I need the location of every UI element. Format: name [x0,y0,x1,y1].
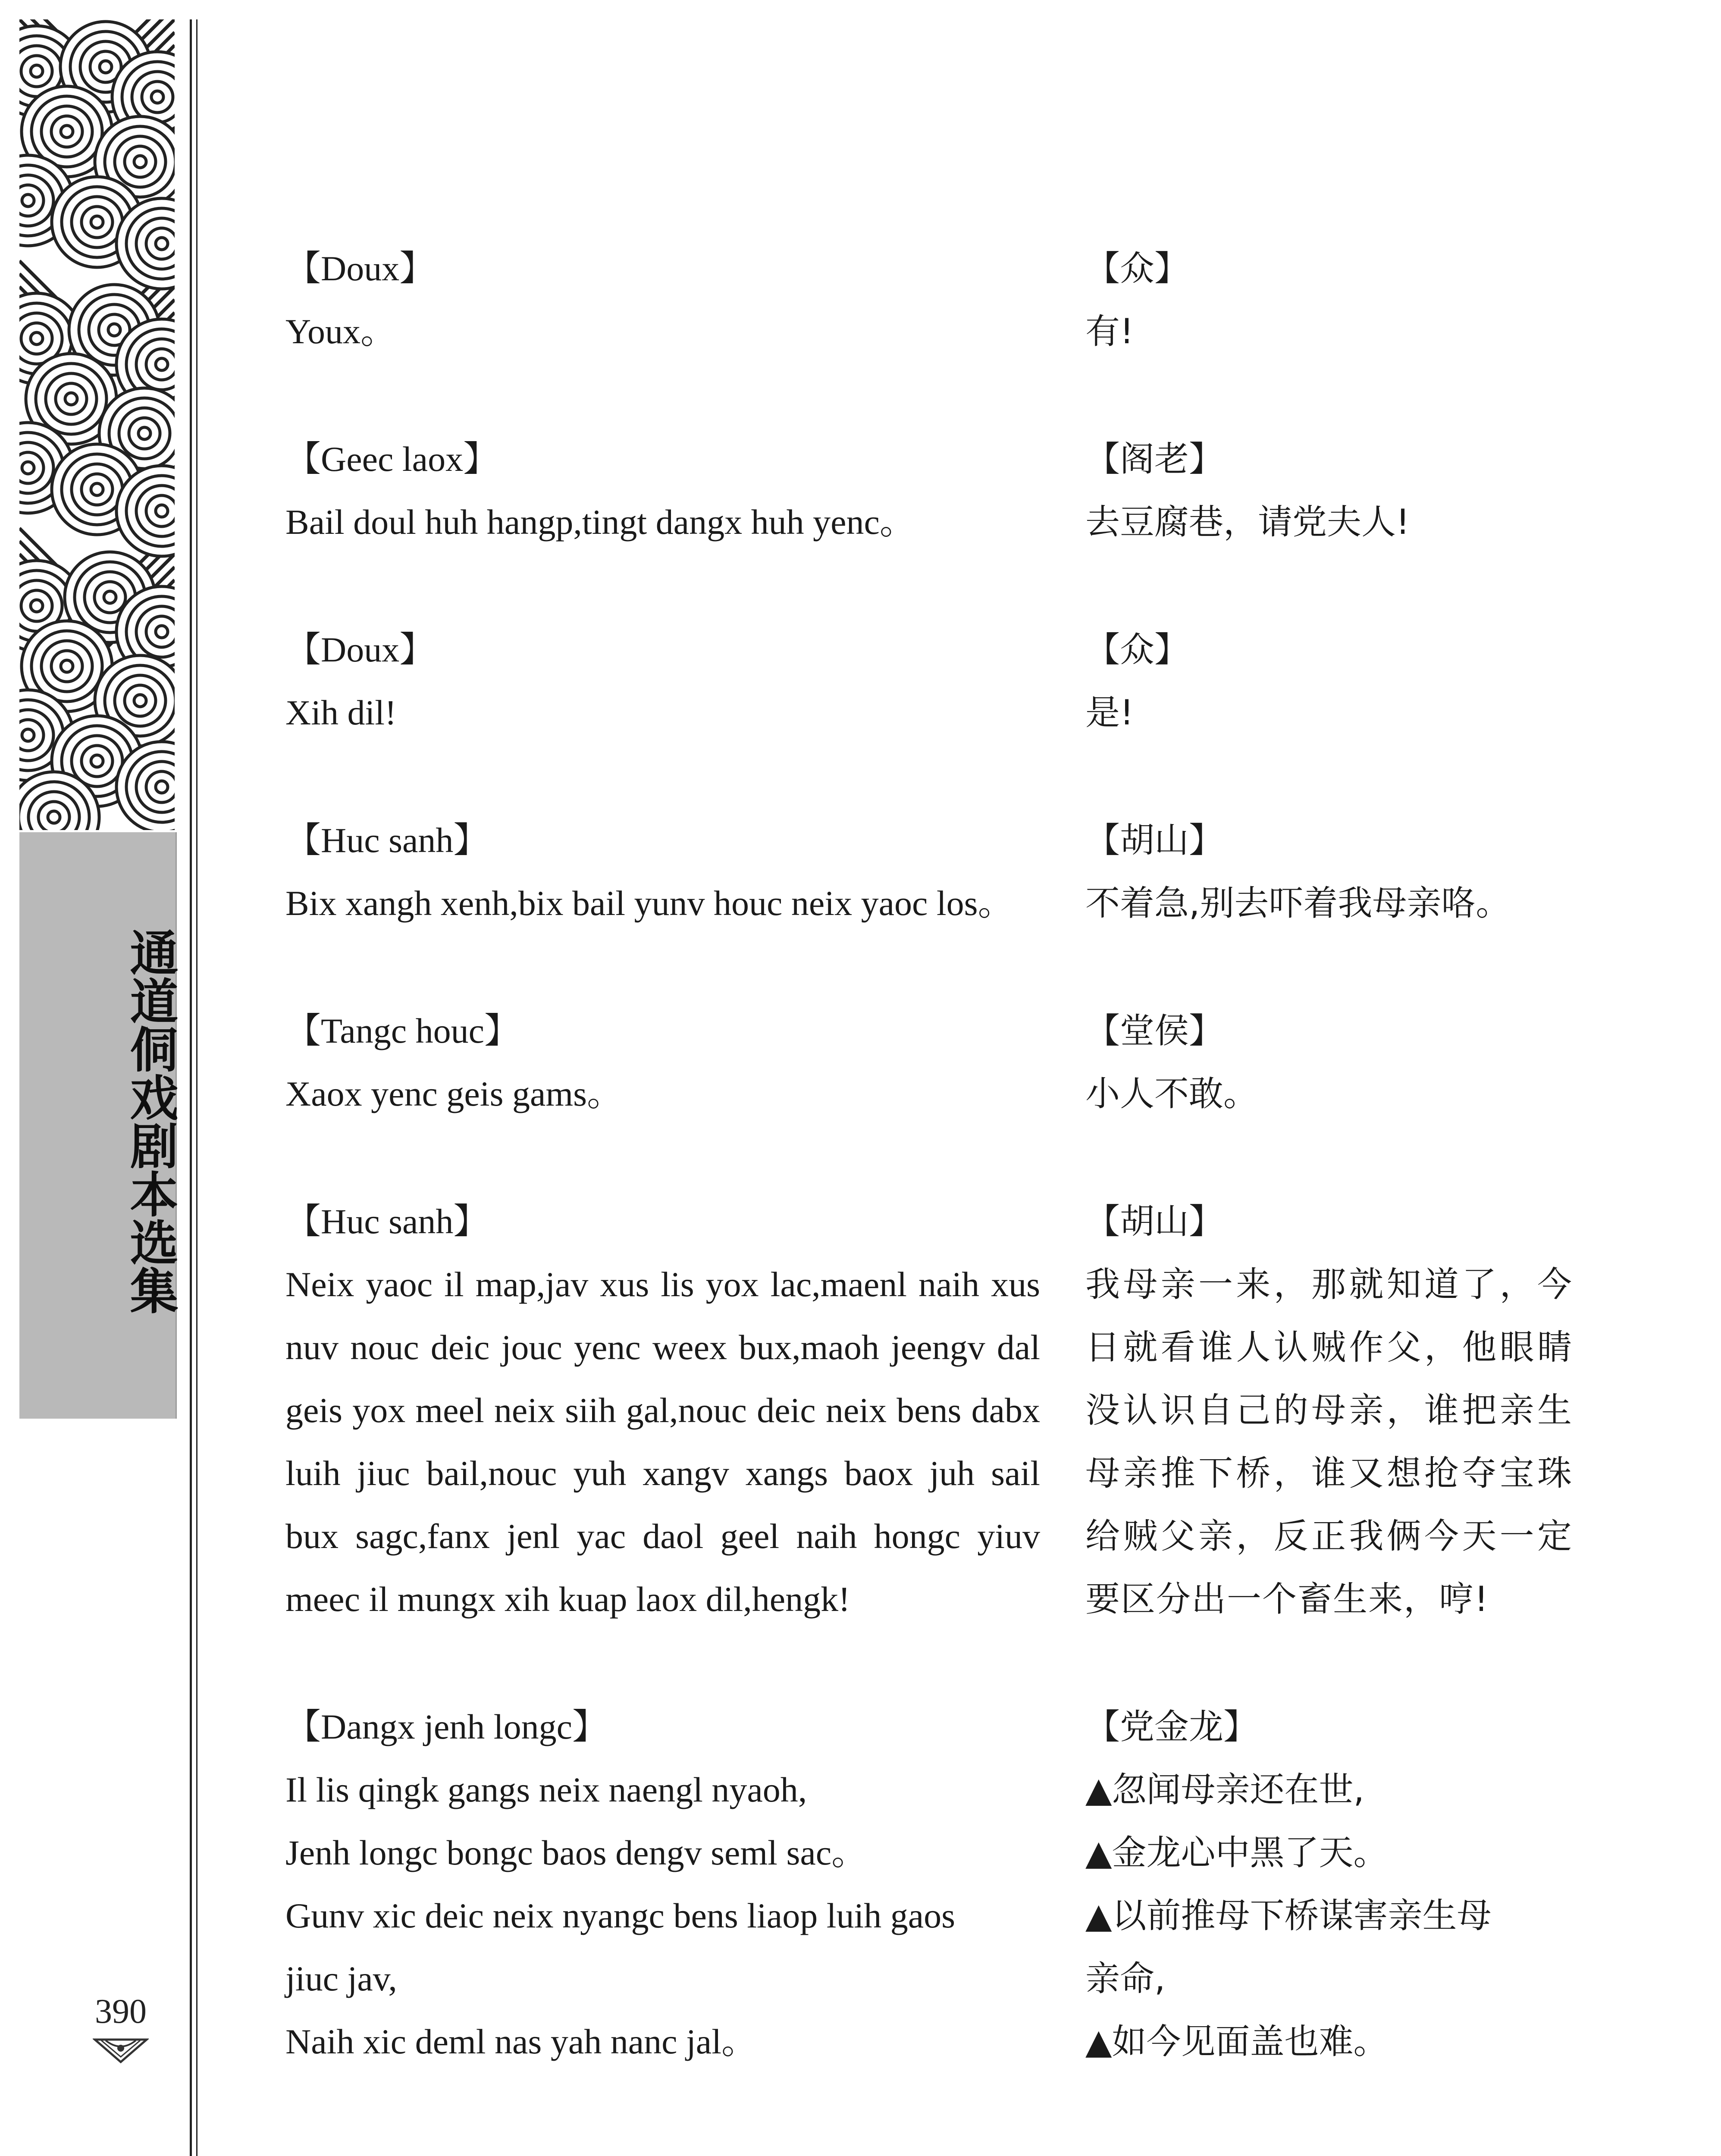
verse-line: jiuc jav, [285,1959,397,1998]
page-number: 390 [95,1993,147,2031]
speaker-label: 【Dangx jenh longc】 [285,1707,608,1746]
dialogue-line: Youx。 [285,312,396,351]
dong-text-column [285,809,1040,935]
chinese-text-column [1085,1000,1573,1125]
dialogue-line: Bail doul huh hangp,tingt dangx huh yenc。 [285,502,915,542]
left-margin [0,0,181,2156]
margin-rule-thick [190,19,192,2156]
verse-line: Jenh longc bongc baos dengv seml sac。 [285,1833,867,1872]
dialogue-entry [285,1695,1579,2073]
speaker-label: 【堂侯】 [1085,1011,1223,1051]
verse-line: 亲命, [1085,1959,1166,1999]
speaker-label: 【胡山】 [1085,1201,1223,1241]
verse-line: ▲忽闻母亲还在世, [1085,1770,1364,1810]
book-title-panel [19,832,177,1419]
cloud-pattern-ornament [19,19,175,830]
dialogue-line: 是! [1085,693,1134,733]
verse-line: Il lis qingk gangs neix naengl nyaoh, [285,1770,807,1809]
verse-line: ▲金龙心中黑了天。 [1085,1833,1388,1873]
speaker-label: 【Doux】 [285,249,435,288]
verse-line: Naih xic deml nas yah nanc jal。 [285,2022,757,2061]
chinese-text-column [1085,1695,1573,2073]
speaker-label: 【Doux】 [285,630,435,669]
dialogue-entry [285,809,1579,935]
dialogue-line: 小人不敢。 [1085,1074,1258,1114]
dong-text-column [285,428,1040,554]
verse-line: ▲如今见面盖也难。 [1085,2021,1388,2062]
chinese-text-column [1085,618,1573,744]
dong-text-column [285,1695,1040,2073]
dialogue-entry [285,1190,1579,1631]
dialogue-entry [285,1000,1579,1125]
page-flourish-icon [93,2035,149,2065]
dialogue-paragraph: 我母亲一来，那就知道了，今日就看谁人认贼作父，他眼睛没认识自己的母亲，谁把亲生母亲推下桥，谁又想抢夺宝珠给贼父亲，反正我俩今天一定要区分出一个畜生来，哼! [1085,1264,1573,1619]
speaker-label: 【Huc sanh】 [285,821,489,860]
margin-rule-thin [196,19,197,2156]
dong-text-column [285,1000,1040,1125]
speaker-label: 【阁老】 [1085,439,1223,479]
chinese-text-column [1085,809,1573,935]
speaker-label: 【众】 [1085,248,1189,288]
dialogue-entry [285,618,1579,744]
dong-text-column [285,1190,1040,1631]
chinese-text-column [1085,428,1573,554]
dialogue-line: 不着急,别去吓着我母亲咯。 [1085,883,1511,923]
dialogue-line: Bix xangh xenh,bix bail yunv houc neix yaoc los。 [285,884,1013,923]
dialogue-line: 有! [1085,311,1134,351]
dialogue-line: Xih dil! [285,693,397,732]
chinese-text-column [1085,237,1573,363]
speaker-label: 【党金龙】 [1085,1707,1258,1747]
dialogue-entry [285,237,1579,363]
dong-text-column [285,618,1040,744]
script-content [285,237,1579,2138]
cloud-pattern-icon [19,19,175,830]
speaker-label: 【Huc sanh】 [285,1202,489,1241]
speaker-label: 【众】 [1085,630,1189,670]
dialogue-line: 去豆腐巷，请党夫人! [1085,502,1410,542]
verse-line: ▲以前推母下桥谋害亲生母 [1085,1896,1492,1936]
dong-text-column [285,237,1040,363]
dialogue-entry [285,428,1579,554]
dialogue-paragraph: Neix yaoc il map,jav xus lis yox lac,maenl naih xus nuv nouc deic jouc yenc weex bux,maoh jeengv dal geis yox meel neix siih gal,nouc deic neix bens dabx luih jiuc bail,nouc yuh xangv xangs baox juh sail bux sagc,fanx jenl yac daol geel naih hongc yiuv meec il mungx xih kuap laox dil,hengk! [285,1265,1040,1619]
speaker-label: 【Tangc houc】 [285,1011,520,1050]
speaker-label: 【胡山】 [1085,820,1223,860]
book-title: 通道侗戏剧本选集 [122,928,178,1314]
chinese-text-column [1085,1190,1573,1631]
verse-line: Gunv xic deic neix nyangc bens liaop luih gaos [285,1896,956,1935]
speaker-label: 【Geec laox】 [285,439,499,479]
dialogue-line: Xaox yenc geis gams。 [285,1074,623,1113]
